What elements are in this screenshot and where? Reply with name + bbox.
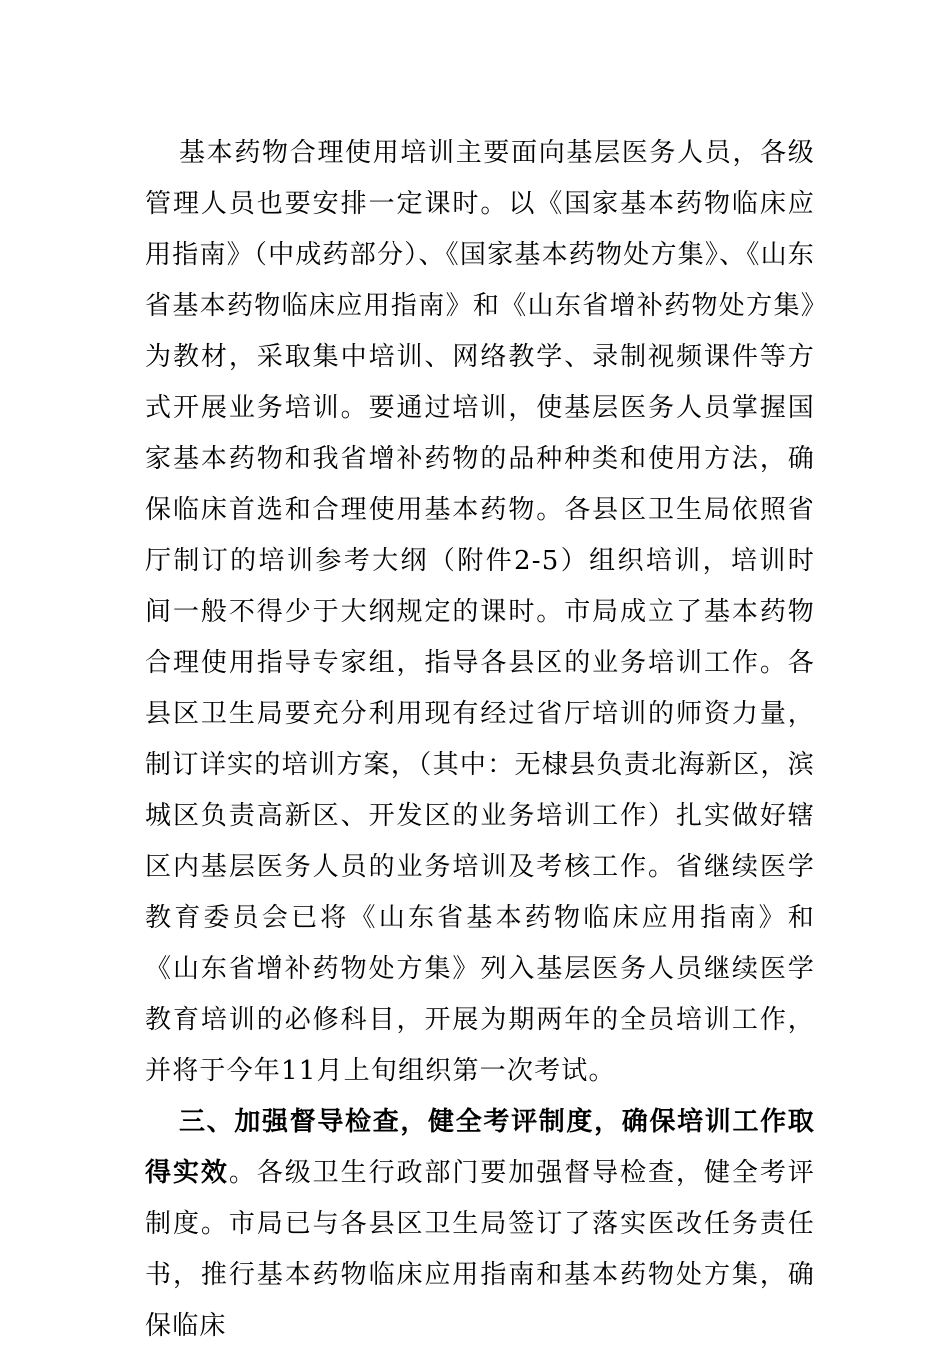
paragraph-training-content bbox=[145, 128, 815, 1097]
section-heading: 三、加强督导检查，健全考评制度，确保培训工作取得实效 bbox=[145, 1107, 815, 1188]
paragraph-text: 基本药物合理使用培训主要面向基层医务人员，各级管理人员也要安排一定课时。以《国家基本药物临床应用指南》（中成药部分）、《国家基本药物处方集》、《山东省基本药物临床应用指南》和《山东省增补药物处方集》为教材，采取集中培训、网络教学、录制视频课件等方式开展业务培训。要通过培训，使基层医务人员掌握国家基本药物和我省增补药物的品种种类和使用方法，确保临床首选和合理使用基本药物。各县区卫生局依照省厅制订的培训参考大纲（附件2-5）组织培训，培训时间一般不得少于大纲规定的课时。市局成立了基本药物合理使用指导专家组，指导各县区的业务培训工作。各县区卫生局要充分利用现有经过省厅培训的师资力量，制订详实的培训方案，（其中：无棣县负责北海新区，滨城区负责高新区、开发区的业务培训工作）扎实做好辖区内基层医务人员的业务培训及考核工作。省继续医学教育委员会已将《山东省基本药物临床应用指南》和《山东省增补药物处方集》列入基层医务人员继续医学教育培训的必修科目，开展为期两年的全员培训工作，并将于今年11月上旬组织第一次考试。 bbox=[145, 138, 815, 1086]
document-body bbox=[145, 128, 815, 1352]
paragraph-text: 。各级卫生行政部门要加强督导检查，健全考评制度。市局已与各县区卫生局签订了落实医改任务责任书，推行基本药物临床应用指南和基本药物处方集，确保临床 bbox=[145, 1158, 815, 1341]
paragraph-supervision bbox=[145, 1097, 815, 1352]
